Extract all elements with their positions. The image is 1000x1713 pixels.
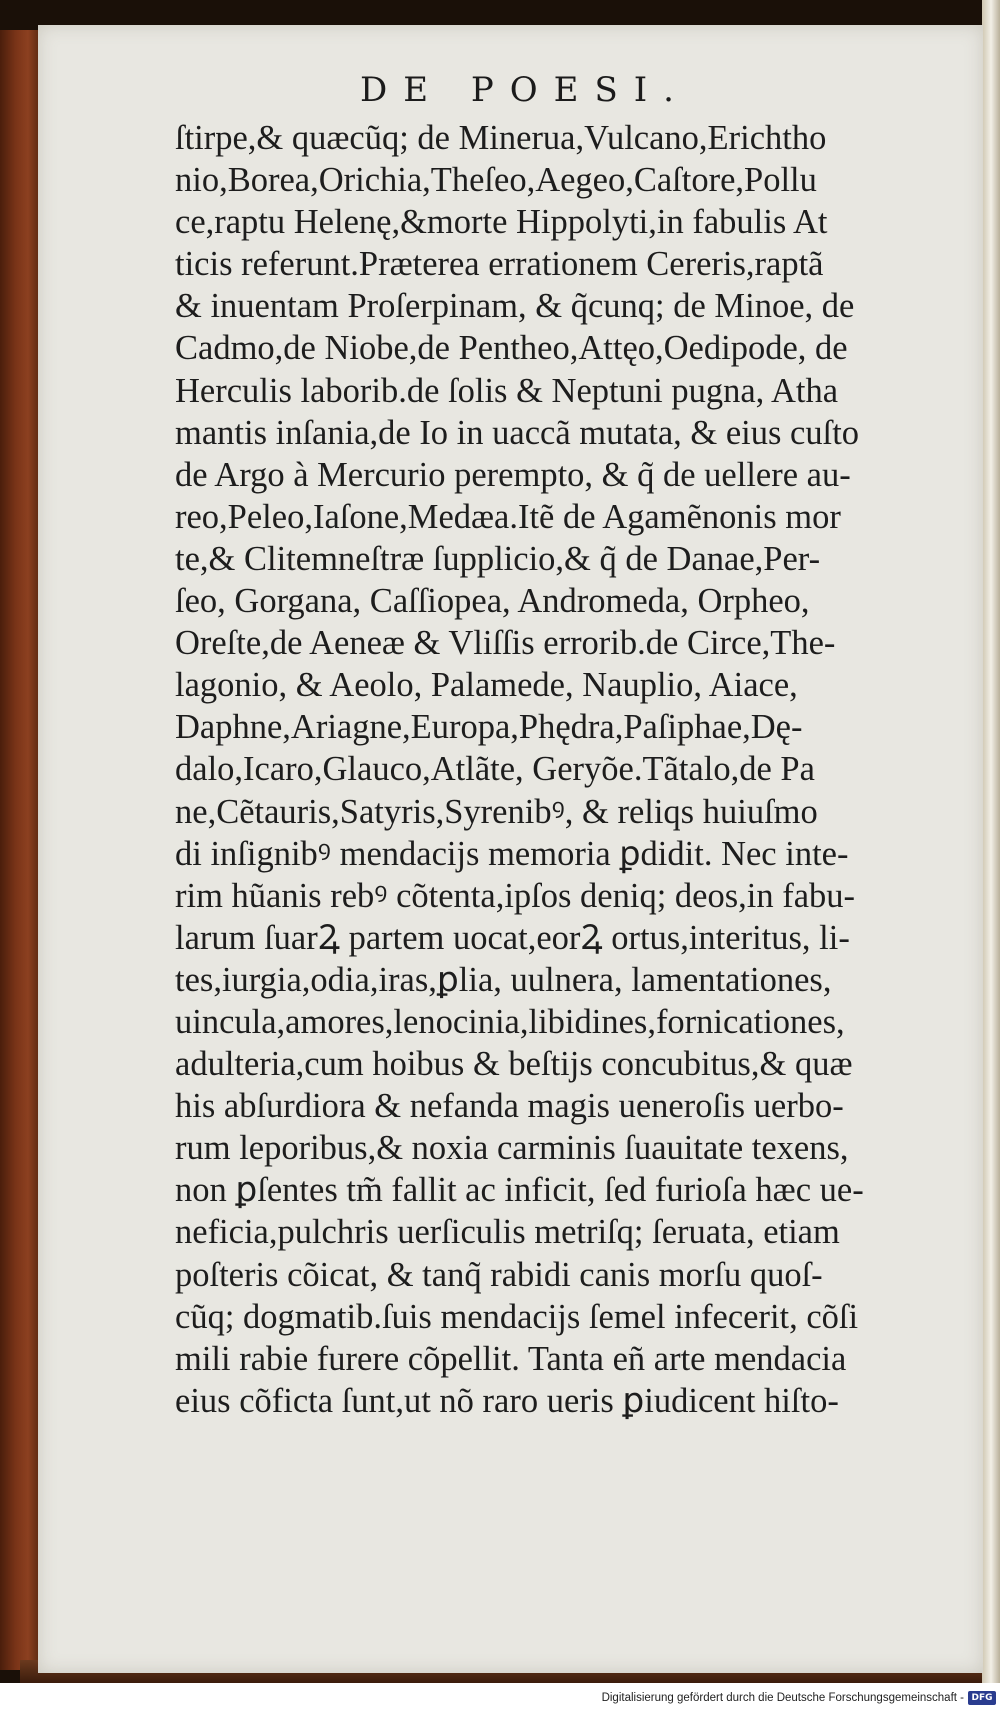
text-line: mantis inſania,de Io in uaccã mutata, & eius cuſto (175, 413, 860, 452)
dfg-logo: DFG (968, 1691, 996, 1705)
text-line: mili rabie furere cõpellit. Tanta eñ arte mendacia (175, 1339, 847, 1378)
text-line: Daphne,Ariagne,Europa,Phędra,Paſiphae,Dę- (175, 708, 803, 747)
text-line: te,& Clitemneſtræ ſupplicio,& q̃ de Danae,Per- (175, 539, 821, 578)
text-line: de Argo à Mercurio perempto, & q̃ de uellere au- (175, 455, 851, 494)
text-line: reo,Peleo,Iaſone,Medæa.Itẽ de Agamẽnonis mor (175, 497, 841, 536)
text-line: cũq; dogmatib.ſuis mendacijs ſemel infecerit, cõſi (175, 1297, 859, 1336)
text-line: di inſignibꝰ mendacijs memoria ꝑdidit. Nec inte- (175, 834, 849, 873)
text-line: dalo,Icaro,Glauco,Atlãte, Geryõe.Tãtalo,de Pa (175, 750, 815, 789)
text-line: nio,Borea,Orichia,Theſeo,Aegeo,Caſtore,Pollu (175, 161, 817, 200)
text-line: adulteria,cum hoibus & beſtijs concubitus,& quæ (175, 1045, 853, 1084)
text-line: tes,iurgia,odia,iras,ꝑlia, uulnera, lamentationes, (175, 960, 832, 999)
text-line: rum leporibus,& noxia carminis ſuauitate texens, (175, 1129, 849, 1168)
text-line: eius cõficta ſunt,ut nõ raro ueris ꝑiudicent hiſto- (175, 1381, 839, 1420)
text-line: non ꝑſentes tm̃ fallit ac inficit, ſed furioſa hæc ue- (175, 1171, 864, 1210)
text-line: ce,raptu Helenę,&morte Hippolyti,in fabulis At (175, 203, 828, 242)
text-line: ſeo, Gorgana, Caſſiopea, Andromeda, Orpheo, (175, 582, 810, 621)
text-line: poſteris cõicat, & tanq̃ rabidi canis morſu quoſ- (175, 1255, 823, 1294)
text-line: Oreſte,de Aeneæ & Vliſſis errorib.de Circe,The- (175, 624, 836, 663)
funding-credit: Digitalisierung gefördert durch die Deutsche Forschungsgemeinschaft - (601, 1692, 964, 1704)
text-line: Herculis laborib.de ſolis & Neptuni pugna, Atha (175, 371, 839, 410)
footer-bar (0, 1683, 1000, 1713)
page-stack-edge (982, 0, 1000, 1683)
book-binding-edge (0, 30, 40, 1670)
text-line: ne,Cẽtauris,Satyris,Syrenibꝰ, & reliqs huiuſmo (175, 792, 818, 831)
text-line: uincula,amores,lenocinia,libidines,fornicationes, (175, 1002, 845, 1041)
text-line: his abſurdiora & nefanda magis ueneroſis uerbo- (175, 1087, 844, 1126)
text-line: ſtirpe,& quæcũq; de Minerua,Vulcano,Erichtho (175, 119, 827, 157)
text-line: Cadmo,de Niobe,de Pentheo,Attęo,Oedipode, de (175, 329, 848, 368)
running-head: DE POESI. (360, 70, 690, 110)
text-line: lagonio, & Aeolo, Palamede, Nauplio, Aiace, (175, 666, 798, 705)
text-line: larum ſuarꝜ partem uocat,eorꝜ ortus,interitus, li- (175, 918, 850, 957)
text-line: rim hũanis rebꝰ cõtenta,ipſos deniq; deos,in fabu- (175, 876, 856, 915)
text-line: neficia,pulchris uerſiculis metriſq; ſeruata, etiam (175, 1213, 840, 1252)
text-line: & inuentam Proſerpinam, & q̃cunq; de Minoe, de (175, 287, 855, 326)
text-block (175, 117, 955, 1422)
text-line: ticis referunt.Præterea errationem Cereris,raptã (175, 245, 824, 284)
